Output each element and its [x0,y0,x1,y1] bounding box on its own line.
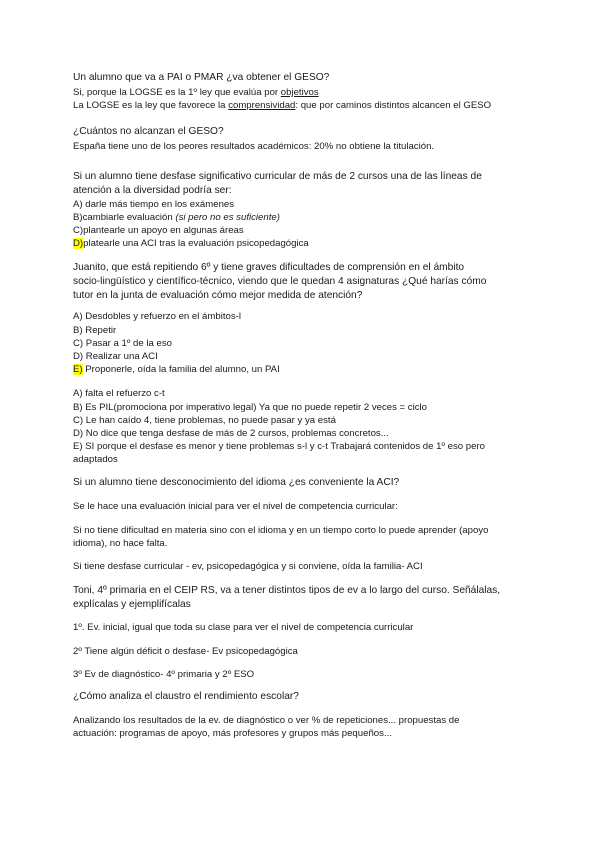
q3-option-d-text: platearle una ACI tras la evaluación psicopedagógica [83,238,309,249]
q4-option-e [73,365,280,375]
q1-title: Un alumno que va a PAI o PMAR ¿va obtener el GESO? [73,72,330,83]
q6-ev-1: 1º. Ev. inicial, igual que toda su clase para ver el nivel de competencia curricular [73,622,414,633]
q4-reason-b: B) Es PIL(promociona por imperativo legal) Ya que no puede repetir 2 veces = ciclo [73,402,428,413]
q2-answer: España tiene uno de los peores resultados académicos: 20% no obtiene la titulación. [73,141,435,152]
q1-underlined-objetivos: objetivos [280,87,319,98]
q4-option-e-text: Proponerle, oída la familia del alumno, un PAI [82,364,280,375]
q1-line2 [73,88,319,98]
q4-reason-c: C) Le han caído 4, tiene problemas, no puede pasar y ya está [73,415,336,426]
q6-ev-3: 3º Ev de diagnóstico- 4º primaria y 2º ESO [73,669,255,680]
q6-line2: explícalas y ejemplifícalas [73,599,191,610]
q5-paragraph2-line1: Si no tiene dificultad en materia sino con el idioma y en un tiempo corto lo puede aprender (apoyo [73,525,489,536]
q3-option-b [73,213,280,223]
q4-option-e-highlight: E) [73,364,83,375]
q1-line2-text: Si, porque la LOGSE es la 1º ley que evalúa por [73,87,281,98]
q4-reason-e-line2: adaptados [73,454,118,465]
q4-line3: tutor en la junta de evaluación cómo mejor medida de atención? [73,290,363,301]
q4-reason-d: D) No dice que tenga desfase de más de 2 cursos, problemas concretos... [73,428,389,439]
q3-option-a: A) darle más tiempo en los exámenes [73,199,235,210]
q4-option-d: D) Realizar una ACI [73,351,158,362]
q3-option-d [73,239,309,249]
q3-title-line2: atención a la diversidad podría ser: [73,185,232,196]
q5-title: Si un alumno tiene desconocimiento del idioma ¿es conveniente la ACI? [73,477,400,488]
q3-option-c: C)plantearle un apoyo en algunas áreas [73,225,244,236]
q4-option-b: B) Repetir [73,325,117,336]
q4-option-a: A) Desdobles y refuerzo en el ámbitos-l [73,311,241,322]
q1-line3 [73,101,491,111]
q2-title: ¿Cuántos no alcanzan el GESO? [73,126,224,137]
q3-title-line1: Si un alumno tiene desfase significativo curricular de más de 2 cursos una de las líneas de [73,171,482,182]
q5-paragraph3: Si tiene desfase curricular - ev, psicopedagógica y si conviene, oída la familia- ACI [73,561,423,572]
q4-line2: socio-lingüístico y científico-técnico, viendo que le quedan 4 asignaturas ¿Qué harías cómo [73,276,487,287]
q4-reason-a: A) falta el refuerzo c-t [73,388,165,399]
q5-paragraph1: Se le hace una evaluación inicial para ver el nivel de competencia curricular: [73,501,398,512]
q4-option-c: C) Pasar a 1º de la eso [73,338,172,349]
q1-line3-text-a: La LOGSE es la ley que favorece la [73,100,229,111]
q7-line1: Analizando los resultados de la ev. de diagnóstico o ver % de repeticiones... propuestas de [73,715,460,726]
q1-underlined-comprensividad: comprensividad [228,100,296,111]
q6-ev-2: 2º Tiene algún déficit o desfase- Ev psicopedagógica [73,646,298,657]
q3-option-d-highlight: D) [73,238,84,249]
q4-reason-e-line1: E) SI porque el desfase es menor y tiene problemas s-l y c-t Trabajará contenidos de 1º eso pero [73,441,485,452]
q7-title: ¿Cómo analiza el claustro el rendimiento escolar? [73,691,299,702]
q6-line1: Toni, 4º primaria en el CEIP RS, va a tener distintos tipos de ev a lo largo del curso. Señálalas, [73,585,501,596]
q1-line3-text-b: : que por caminos distintos alcancen el GESO [295,100,492,111]
q5-paragraph2-line2: idioma), no hace falta. [73,538,168,549]
q7-line2: actuación: programas de apoyo, más profesores y grupos más pequeños... [73,728,392,739]
q3-option-b-note: (si pero no es suficiente) [175,212,280,223]
q4-line1: Juanito, que está repitiendo 6º y tiene graves dificultades de comprensión en el ámbito [73,262,465,273]
q3-option-b-text: B)cambiarle evaluación [73,212,176,223]
